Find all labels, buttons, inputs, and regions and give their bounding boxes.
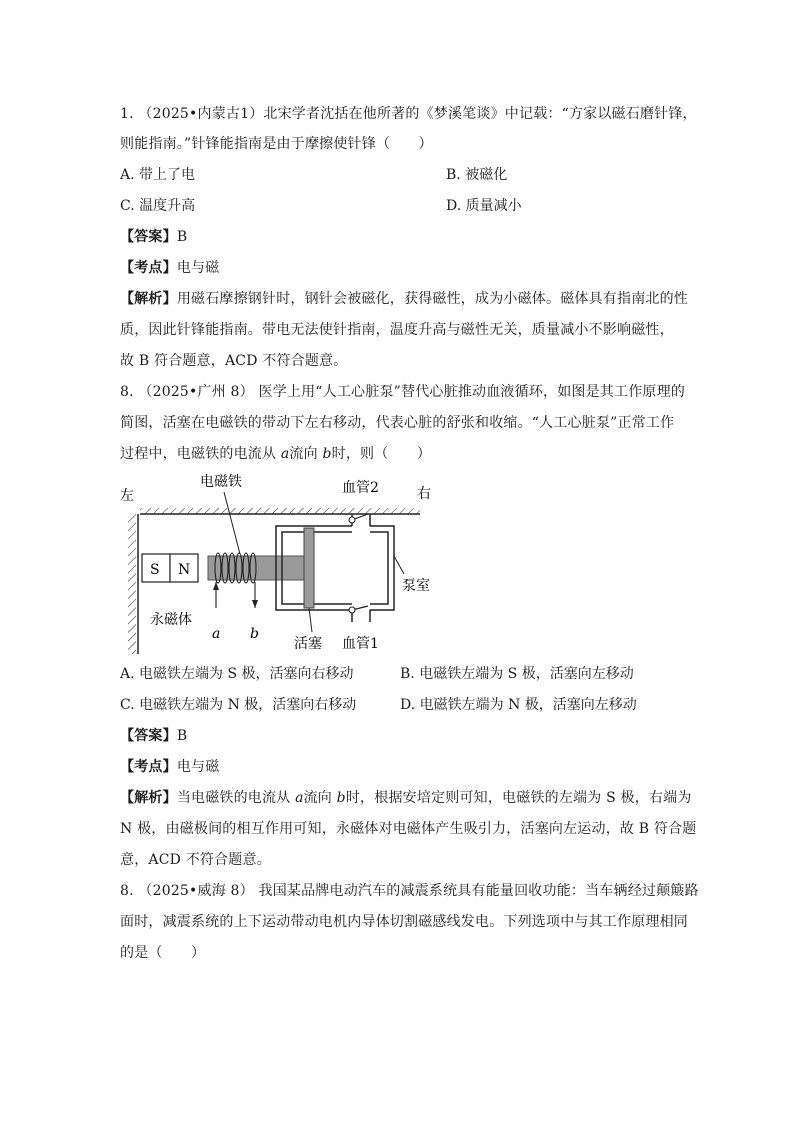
q2-answer	[120, 726, 187, 746]
topic-value: 电与磁	[176, 260, 220, 276]
pump-chamber-right-inner	[370, 532, 388, 604]
topic-label: 【考点】	[120, 759, 177, 775]
option-text: 被磁化	[465, 167, 508, 183]
vessel2-label: 血管2	[342, 480, 379, 496]
option-key: A.	[120, 666, 135, 682]
electromagnet-label: 电磁铁	[200, 474, 242, 490]
q1-answer	[120, 227, 187, 247]
label-left: 左	[120, 488, 134, 504]
electromagnet-leader	[224, 492, 240, 554]
option-text: 带上了电	[139, 167, 196, 183]
vessel1-label: 血管1	[342, 636, 379, 652]
answer-value: B	[176, 229, 188, 245]
analysis-text: 时，根据安培定则可知，电磁铁的左端为 S 极，右端为	[345, 790, 692, 806]
analysis-text: 用磁石摩擦钢针时，钢针会被磁化，获得磁性，成为小磁体。磁体具有指南北的性	[176, 291, 689, 307]
artificial-heart-pump-diagram	[112, 470, 452, 660]
option-text: 温度升高	[139, 198, 196, 214]
option-key: B.	[400, 666, 415, 682]
top-wall-hatch	[140, 508, 420, 514]
q2-topic	[120, 757, 219, 777]
q2-analysis-line1	[120, 788, 692, 808]
q2-option-c	[120, 695, 356, 715]
q1-option-b	[446, 165, 507, 185]
stem-text: 时，则（ ）	[331, 446, 432, 462]
option-key: C.	[120, 697, 135, 713]
permanent-magnet-label: 永磁体	[150, 612, 192, 628]
option-key: C.	[120, 198, 135, 214]
option-key: B.	[446, 167, 461, 183]
q3-stem-line2: 面时，减震系统的上下运动带动电机内导体切割磁感线发电。下列选项中与其工作原理相同	[120, 914, 688, 930]
topic-value: 电与磁	[176, 759, 220, 775]
q1-option-a	[120, 165, 195, 185]
q1-stem-line2: 则能指南。”针锋能指南是由于摩擦使针锋（ ）	[120, 136, 433, 152]
q1-topic	[120, 258, 219, 278]
topic-label: 【考点】	[120, 260, 177, 276]
magnet-s-label: S	[150, 562, 160, 578]
analysis-text: 流向	[303, 790, 337, 806]
terminal-a-label: a	[212, 626, 221, 642]
piston-label: 活塞	[294, 636, 322, 652]
q2-analysis-line2: N 极，由磁极间的相互作用可知，永磁体对电磁体产生吸引力，活塞向左运动，故 B 符合题	[120, 821, 697, 837]
magnet-n-label: N	[178, 562, 191, 578]
option-key: A.	[120, 167, 135, 183]
option-text: 质量减小	[465, 198, 522, 214]
q1-analysis-line3: 故 B 符合题意，ACD 不符合题意。	[120, 353, 348, 369]
q2-option-d	[400, 695, 637, 715]
var-b: b	[336, 790, 346, 806]
option-text: 电磁铁左端为 S 极，活塞向右移动	[139, 666, 354, 682]
stem-text: 过程中，电磁铁的电流从	[120, 446, 281, 462]
pump-chamber-right	[370, 526, 394, 610]
analysis-label: 【解析】	[120, 291, 177, 307]
q2-stem-line3	[120, 444, 431, 464]
q3-stem-line1: 8. （2025•威海 8） 我国某品牌电动汽车的减震系统具有能量回收功能：当车辆经过颠簸路	[120, 883, 699, 899]
q1-analysis-line2: 质，因此针锋能指南。带电无法使针指南，温度升高与磁性无关，质量减小不影响磁性，	[120, 322, 674, 338]
option-key: D.	[446, 198, 462, 214]
var-a: a	[280, 446, 290, 462]
pump-chamber-leader	[394, 556, 404, 574]
answer-label: 【答案】	[120, 229, 177, 245]
vessel1-hinge	[349, 607, 355, 613]
option-key: D.	[400, 697, 416, 713]
answer-value: B	[176, 728, 188, 744]
q1-option-d	[446, 196, 522, 216]
var-a: a	[295, 790, 304, 806]
q2-stem-line1: 8. （2025•广州 8） 医学上用“人工心脏泵”替代心脏推动血液循环，如图是其工作原理的	[120, 384, 686, 400]
option-text: 电磁铁左端为 N 极，活塞向右移动	[139, 697, 357, 713]
vessel2-hinge	[349, 517, 355, 523]
piston-leader	[309, 608, 312, 632]
stem-text: 流向	[289, 446, 323, 462]
q2-analysis-line3: 意，ACD 不符合题意。	[120, 852, 271, 868]
analysis-text: 当电磁铁的电流从	[176, 790, 296, 806]
answer-label: 【答案】	[120, 728, 177, 744]
q2-stem-line2: 简图，活塞在电磁铁的带动下左右移动，代表心脏的舒张和收缩。“人工心脏泵”正常工作	[120, 415, 675, 431]
label-right: 右	[417, 486, 431, 502]
terminal-b-arrow	[252, 600, 258, 608]
piston	[304, 528, 314, 608]
pump-chamber-label: 泵室	[402, 578, 430, 594]
analysis-label: 【解析】	[120, 790, 177, 806]
q2-option-a	[120, 664, 354, 684]
terminal-b-label: b	[250, 626, 259, 642]
var-b: b	[322, 446, 332, 462]
q3-stem-line3: 的是（ ）	[120, 945, 206, 961]
q1-analysis-line1	[120, 289, 688, 309]
q1-option-c	[120, 196, 195, 216]
option-text: 电磁铁左端为 S 极，活塞向左移动	[419, 666, 634, 682]
q1-stem-line1: 1. （2025•内蒙古1）北宋学者沈括在他所著的《梦溪笔谈》中记载：“方家以磁石磨针锋，	[120, 106, 697, 122]
option-text: 电磁铁左端为 N 极，活塞向左移动	[419, 697, 637, 713]
q2-option-b	[400, 664, 634, 684]
left-wall-hatch	[128, 514, 136, 654]
